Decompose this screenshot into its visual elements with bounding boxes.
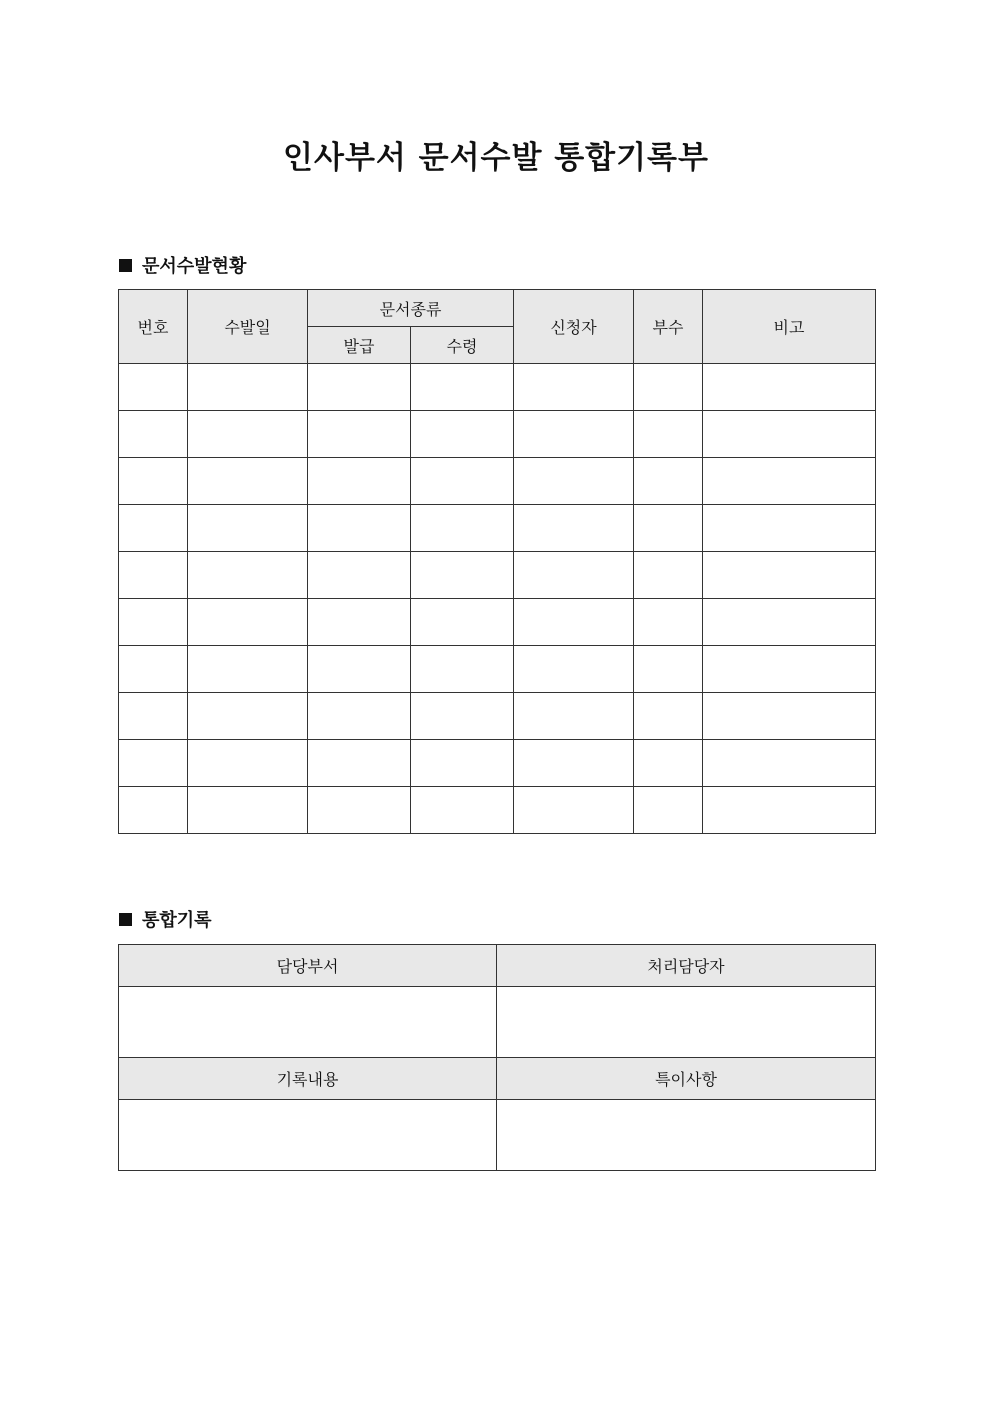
table-row [119, 458, 876, 505]
table-row [119, 693, 876, 740]
section-heading-record [119, 906, 212, 932]
cell-note[interactable] [703, 505, 876, 552]
header-content: 기록내용 [119, 1058, 497, 1100]
cell-date[interactable] [188, 599, 308, 646]
cell-note[interactable] [703, 787, 876, 834]
cell-note[interactable] [703, 646, 876, 693]
cell-receive[interactable] [411, 599, 514, 646]
cell-applicant[interactable] [514, 787, 634, 834]
cell-receive[interactable] [411, 458, 514, 505]
header-doc-type: 문서종류 [308, 290, 514, 327]
cell-issue[interactable] [308, 458, 411, 505]
cell-copies[interactable] [634, 411, 703, 458]
cell-copies[interactable] [634, 693, 703, 740]
cell-applicant[interactable] [514, 505, 634, 552]
cell-issue[interactable] [308, 599, 411, 646]
cell-date[interactable] [188, 646, 308, 693]
cell-no[interactable] [119, 740, 188, 787]
table-row [119, 505, 876, 552]
cell-no[interactable] [119, 458, 188, 505]
cell-note[interactable] [703, 693, 876, 740]
header-note: 비고 [703, 290, 876, 364]
cell-note[interactable] [703, 458, 876, 505]
cell-date[interactable] [188, 787, 308, 834]
header-receive: 수령 [411, 327, 514, 364]
cell-copies[interactable] [634, 740, 703, 787]
page-title: 인사부서 문서수발 통합기록부 [283, 140, 709, 176]
cell-note[interactable] [703, 364, 876, 411]
cell-note[interactable] [703, 599, 876, 646]
handler-field[interactable] [497, 987, 876, 1058]
cell-applicant[interactable] [514, 364, 634, 411]
table-row [119, 646, 876, 693]
cell-receive[interactable] [411, 364, 514, 411]
cell-no[interactable] [119, 364, 188, 411]
cell-no[interactable] [119, 693, 188, 740]
cell-date[interactable] [188, 458, 308, 505]
cell-no[interactable] [119, 787, 188, 834]
cell-receive[interactable] [411, 505, 514, 552]
cell-applicant[interactable] [514, 646, 634, 693]
cell-receive[interactable] [411, 693, 514, 740]
content-field[interactable] [119, 1100, 497, 1171]
cell-issue[interactable] [308, 552, 411, 599]
cell-date[interactable] [188, 552, 308, 599]
cell-date[interactable] [188, 740, 308, 787]
cell-issue[interactable] [308, 787, 411, 834]
cell-date[interactable] [188, 505, 308, 552]
cell-receive[interactable] [411, 787, 514, 834]
cell-applicant[interactable] [514, 740, 634, 787]
cell-applicant[interactable] [514, 693, 634, 740]
cell-receive[interactable] [411, 646, 514, 693]
cell-no[interactable] [119, 411, 188, 458]
cell-receive[interactable] [411, 740, 514, 787]
cell-applicant[interactable] [514, 458, 634, 505]
header-remarks: 특이사항 [497, 1058, 876, 1100]
dept-field[interactable] [119, 987, 497, 1058]
header-handler: 처리담당자 [497, 945, 876, 987]
cell-copies[interactable] [634, 364, 703, 411]
cell-date[interactable] [188, 364, 308, 411]
table-row [119, 599, 876, 646]
cell-date[interactable] [188, 693, 308, 740]
cell-copies[interactable] [634, 787, 703, 834]
header-date: 수발일 [188, 290, 308, 364]
cell-applicant[interactable] [514, 599, 634, 646]
cell-issue[interactable] [308, 364, 411, 411]
cell-applicant[interactable] [514, 411, 634, 458]
header-issue: 발급 [308, 327, 411, 364]
header-dept: 담당부서 [119, 945, 497, 987]
table-row [119, 364, 876, 411]
square-bullet-icon [119, 913, 132, 926]
table-row [119, 411, 876, 458]
cell-issue[interactable] [308, 505, 411, 552]
table-row [119, 552, 876, 599]
cell-issue[interactable] [308, 740, 411, 787]
table-row [119, 787, 876, 834]
cell-no[interactable] [119, 552, 188, 599]
section-heading-label: 통합기록 [142, 910, 212, 931]
cell-note[interactable] [703, 552, 876, 599]
cell-copies[interactable] [634, 552, 703, 599]
cell-date[interactable] [188, 411, 308, 458]
cell-applicant[interactable] [514, 552, 634, 599]
integrated-record-table [118, 944, 876, 1171]
header-copies: 부수 [634, 290, 703, 364]
cell-copies[interactable] [634, 599, 703, 646]
document-status-table [118, 289, 876, 834]
cell-copies[interactable] [634, 458, 703, 505]
status-table-body [119, 364, 876, 834]
cell-note[interactable] [703, 740, 876, 787]
cell-copies[interactable] [634, 505, 703, 552]
cell-issue[interactable] [308, 411, 411, 458]
remarks-field[interactable] [497, 1100, 876, 1171]
cell-no[interactable] [119, 599, 188, 646]
cell-copies[interactable] [634, 646, 703, 693]
square-bullet-icon [119, 259, 132, 272]
cell-receive[interactable] [411, 411, 514, 458]
section-heading-status [119, 252, 246, 278]
cell-note[interactable] [703, 411, 876, 458]
cell-issue[interactable] [308, 693, 411, 740]
cell-receive[interactable] [411, 552, 514, 599]
cell-no[interactable] [119, 646, 188, 693]
cell-issue[interactable] [308, 646, 411, 693]
table-row [119, 740, 876, 787]
cell-no[interactable] [119, 505, 188, 552]
section-heading-label: 문서수발현황 [142, 256, 247, 277]
header-no: 번호 [119, 290, 188, 364]
header-applicant: 신청자 [514, 290, 634, 364]
